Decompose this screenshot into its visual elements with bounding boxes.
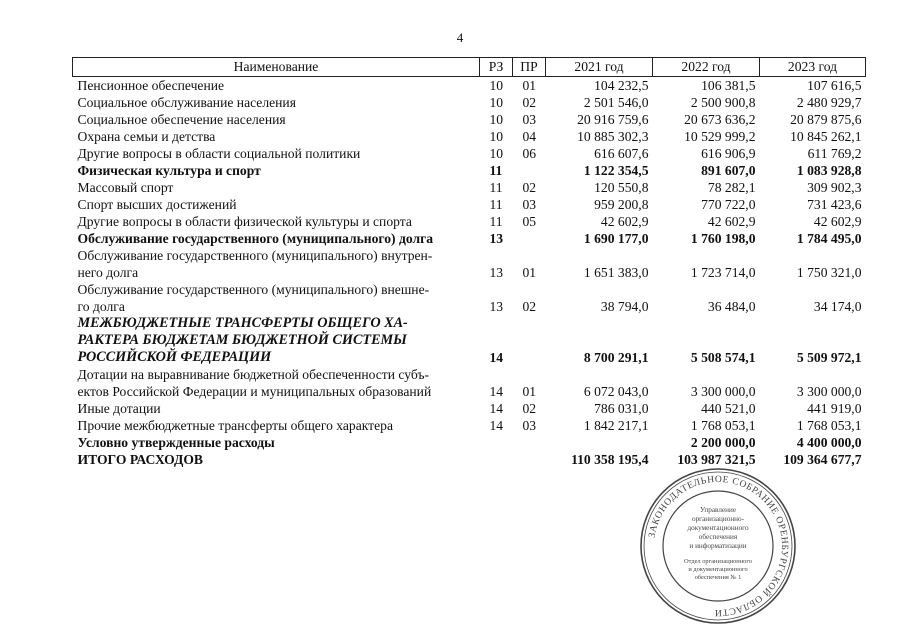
row-pr xyxy=(513,315,546,366)
row-2023: 1 750 321,0 xyxy=(796,265,862,280)
row-2021: 10 885 302,3 xyxy=(577,129,649,144)
table-row xyxy=(73,94,866,111)
row-2022: 3 300 000,0 xyxy=(690,384,756,399)
row-2022: 1 760 198,0 xyxy=(690,231,756,246)
table-row xyxy=(73,213,866,230)
row-name-line: ектов Российской Федерации и муниципальных образований xyxy=(77,384,432,399)
table-row xyxy=(73,247,866,281)
table-row xyxy=(73,400,866,417)
table-row xyxy=(73,196,866,213)
row-2021: 1 651 383,0 xyxy=(583,265,649,280)
header-name: Наименование xyxy=(73,58,480,77)
row-pr: 03 xyxy=(522,197,537,212)
table-row-section xyxy=(73,315,866,366)
row-rz xyxy=(480,434,513,451)
header-2021: 2021 год xyxy=(546,58,653,77)
row-2023: 42 602,9 xyxy=(813,214,862,229)
expenses-table-wrap xyxy=(72,57,865,468)
row-rz: 10 xyxy=(489,146,504,161)
row-rz: 13 xyxy=(489,231,504,246)
row-pr: 03 xyxy=(522,418,537,433)
page-number: 4 xyxy=(456,30,464,45)
row-2023: 2 480 929,7 xyxy=(796,95,862,110)
row-pr: 02 xyxy=(522,95,537,110)
row-rz: 11 xyxy=(489,197,503,212)
row-rz: 10 xyxy=(489,78,504,93)
row-2021: 38 794,0 xyxy=(600,299,649,314)
row-2021: 42 602,9 xyxy=(600,214,649,229)
row-name-line: МЕЖБЮДЖЕТНЫЕ ТРАНСФЕРТЫ ОБЩЕГО ХА- xyxy=(77,315,408,331)
row-2021: 786 031,0 xyxy=(594,401,649,416)
table-body xyxy=(73,77,866,469)
row-pr xyxy=(513,162,546,179)
row-2021: 2 501 546,0 xyxy=(583,95,649,110)
stamp-seal-icon xyxy=(638,466,798,626)
row-name: Другие вопросы в области социальной политики xyxy=(77,146,361,161)
official-stamp xyxy=(638,466,798,626)
row-name xyxy=(73,315,480,366)
row-2021: 6 072 043,0 xyxy=(583,384,649,399)
row-pr: 02 xyxy=(522,299,537,314)
row-pr: 01 xyxy=(522,384,537,399)
row-name: Обслуживание государственного (муниципального) долга xyxy=(77,231,434,246)
row-2022: 103 987 321,5 xyxy=(677,452,756,467)
table-row xyxy=(73,417,866,434)
row-2023: 611 769,2 xyxy=(807,146,862,161)
row-name: Другие вопросы в области физической культуры и спорта xyxy=(77,214,412,229)
row-rz: 14 xyxy=(489,418,504,433)
row-2022: 1 768 053,1 xyxy=(690,418,756,433)
row-rz xyxy=(480,451,513,468)
row-2022: 770 722,0 xyxy=(701,197,756,212)
row-pr: 03 xyxy=(522,112,537,127)
stamp-inner-line: организационно- xyxy=(691,515,745,523)
header-pr: ПР xyxy=(513,58,546,77)
table-row xyxy=(73,281,866,315)
row-2022: 5 508 574,1 xyxy=(690,350,756,365)
stamp-inner-line: и информатизации xyxy=(689,542,747,550)
row-rz: 13 xyxy=(489,265,504,280)
row-2022: 42 602,9 xyxy=(707,214,756,229)
row-2022: 10 529 999,2 xyxy=(684,129,756,144)
row-name: Условно утвержденные расходы xyxy=(77,435,275,450)
row-2023: 20 879 875,6 xyxy=(790,112,862,127)
row-pr xyxy=(513,451,546,468)
table-row xyxy=(73,111,866,128)
table-row xyxy=(73,145,866,162)
row-2022: 1 723 714,0 xyxy=(690,265,756,280)
row-rz: 13 xyxy=(489,299,504,314)
header-rz: РЗ xyxy=(480,58,513,77)
row-name: Охрана семьи и детства xyxy=(77,129,216,144)
stamp-inner-line: Управление xyxy=(699,506,737,514)
stamp-inner-line: и документационного xyxy=(688,566,748,573)
row-2021: 959 200,8 xyxy=(594,197,649,212)
row-2022: 20 673 636,2 xyxy=(684,112,756,127)
header-2022: 2022 год xyxy=(653,58,760,77)
row-2023: 1 768 053,1 xyxy=(796,418,862,433)
row-2021: 616 607,6 xyxy=(594,146,649,161)
table-row-section xyxy=(73,230,866,247)
row-rz: 10 xyxy=(489,112,504,127)
row-name-line: РАКТЕРА БЮДЖЕТАМ БЮДЖЕТНОЙ СИСТЕМЫ xyxy=(77,332,407,348)
row-2023: 109 364 677,7 xyxy=(783,452,862,467)
row-name: Иные дотации xyxy=(77,401,161,416)
table-row-section xyxy=(73,162,866,179)
row-name: Социальное обеспечение населения xyxy=(77,112,286,127)
row-name: Физическая культура и спорт xyxy=(77,163,261,178)
header-2023: 2023 год xyxy=(760,58,866,77)
row-2022: 2 200 000,0 xyxy=(690,435,756,450)
row-2023: 1 083 928,8 xyxy=(796,163,862,178)
row-name-line: Дотации на выравнивание бюджетной обеспеченности субъ- xyxy=(77,367,430,382)
row-pr: 01 xyxy=(522,265,537,280)
row-2022: 616 906,9 xyxy=(701,146,756,161)
row-rz: 11 xyxy=(489,214,503,229)
row-2022: 78 282,1 xyxy=(707,180,756,195)
row-2021: 1 690 177,0 xyxy=(583,231,649,246)
row-2023: 731 423,6 xyxy=(807,197,862,212)
row-name-line: Обслуживание государственного (муниципального) внутрен- xyxy=(77,248,433,263)
row-2023: 1 784 495,0 xyxy=(796,231,862,246)
row-name: ИТОГО РАСХОДОВ xyxy=(77,452,204,467)
row-pr xyxy=(513,230,546,247)
row-2023: 5 509 972,1 xyxy=(796,350,862,365)
row-rz: 14 xyxy=(489,350,504,365)
row-2022: 2 500 900,8 xyxy=(690,95,756,110)
row-2022: 106 381,5 xyxy=(701,78,756,93)
row-2023: 107 616,5 xyxy=(807,78,862,93)
row-2021: 1 842 217,1 xyxy=(583,418,649,433)
row-rz: 10 xyxy=(489,129,504,144)
row-2023: 34 174,0 xyxy=(813,299,862,314)
row-name-line: го долга xyxy=(77,299,125,314)
row-name: Массовый спорт xyxy=(77,180,174,195)
row-pr: 02 xyxy=(522,180,537,195)
table-header-row xyxy=(73,58,866,77)
stamp-inner-line: документационного xyxy=(687,524,749,532)
stamp-inner-line: обеспечения № 1 xyxy=(694,574,742,581)
row-pr: 06 xyxy=(522,146,537,161)
row-2023: 309 902,3 xyxy=(807,180,862,195)
row-name: Прочие межбюджетные трансферты общего характера xyxy=(77,418,393,433)
row-2023: 3 300 000,0 xyxy=(796,384,862,399)
stamp-inner-line: Отдел организационного xyxy=(684,558,752,565)
row-2021: 120 550,8 xyxy=(594,180,649,195)
row-name: Пенсионное обеспечение xyxy=(77,78,225,93)
row-2021: 104 232,5 xyxy=(594,78,649,93)
row-name-line: Обслуживание государственного (муниципального) внешне- xyxy=(77,282,430,297)
row-name xyxy=(73,366,480,400)
row-pr xyxy=(513,434,546,451)
row-rz: 11 xyxy=(489,163,503,178)
table-row-section xyxy=(73,434,866,451)
stamp-inner-line: обеспечения xyxy=(698,533,738,541)
row-2022: 440 521,0 xyxy=(701,401,756,416)
row-name: Социальное обслуживание населения xyxy=(77,95,296,110)
row-2021 xyxy=(546,434,653,451)
row-name xyxy=(73,281,480,315)
row-2021: 110 358 195,4 xyxy=(571,452,649,467)
row-name-line: него долга xyxy=(77,265,139,280)
row-pr: 02 xyxy=(522,401,537,416)
stamp-outer-text: ЗАКОНОДАТЕЛЬНОЕ СОБРАНИЕ ОРЕНБУРГСКОЙ ОБЛАСТИ xyxy=(646,473,791,619)
row-rz: 11 xyxy=(489,180,503,195)
row-2021: 8 700 291,1 xyxy=(583,350,649,365)
row-name xyxy=(73,247,480,281)
table-row xyxy=(73,128,866,145)
row-2021: 20 916 759,6 xyxy=(577,112,649,127)
row-2023: 10 845 262,1 xyxy=(790,129,862,144)
table-row xyxy=(73,77,866,95)
row-2021: 1 122 354,5 xyxy=(583,163,649,178)
row-pr: 05 xyxy=(522,214,537,229)
row-2022: 36 484,0 xyxy=(707,299,756,314)
row-rz: 14 xyxy=(489,401,504,416)
table-row xyxy=(73,179,866,196)
row-pr: 04 xyxy=(522,129,537,144)
row-name-line: РОССИЙСКОЙ ФЕДЕРАЦИИ xyxy=(77,349,272,365)
table-row xyxy=(73,366,866,400)
row-pr: 01 xyxy=(522,78,537,93)
expenses-table xyxy=(72,57,866,468)
row-rz: 10 xyxy=(489,95,504,110)
row-name: Спорт высших достижений xyxy=(77,197,237,212)
row-2023: 4 400 000,0 xyxy=(796,435,862,450)
row-rz: 14 xyxy=(489,384,504,399)
row-2023: 441 919,0 xyxy=(807,401,862,416)
row-2022: 891 607,0 xyxy=(701,163,756,178)
